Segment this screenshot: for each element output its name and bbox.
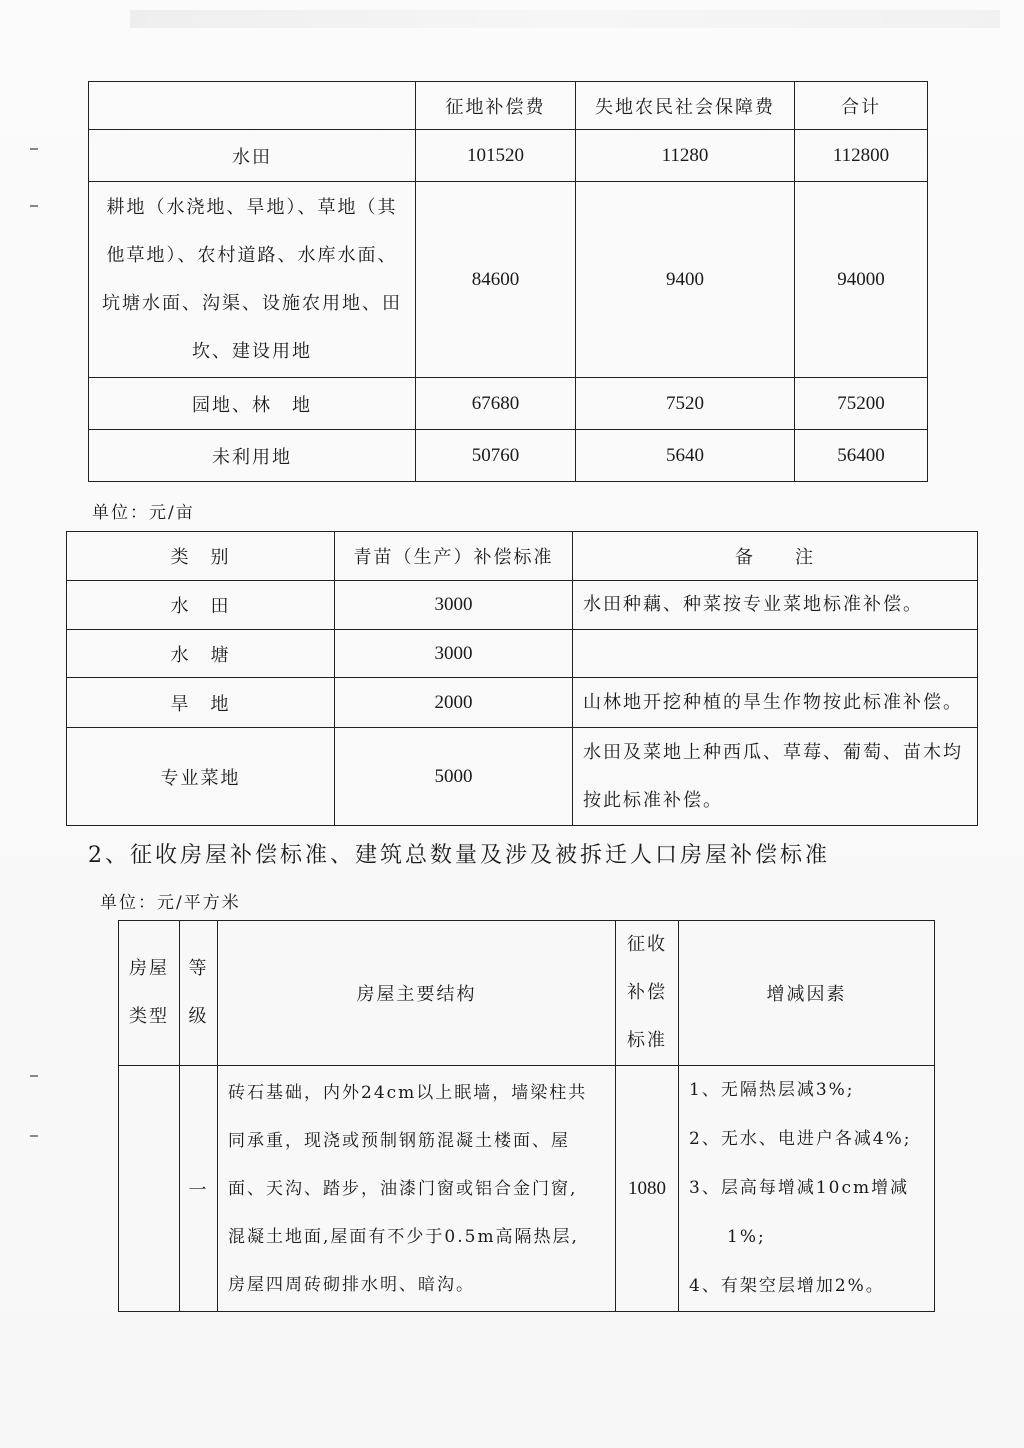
scan-mark bbox=[30, 205, 38, 207]
factor-line: 2、无水、电进户各减4%; bbox=[689, 1129, 912, 1149]
security-cell: 7520 bbox=[576, 378, 795, 430]
total-cell: 94000 bbox=[795, 182, 928, 378]
category-cell: 专业菜地 bbox=[67, 728, 335, 826]
security-cell: 9400 bbox=[576, 182, 795, 378]
standard-cell: 3000 bbox=[335, 630, 573, 678]
header-cell bbox=[180, 921, 218, 1066]
table-row bbox=[67, 581, 978, 630]
unit-note: 单位：元/平方米 bbox=[100, 893, 241, 913]
header-cell: 增减因素 bbox=[679, 921, 935, 1066]
header-line: 类型 bbox=[129, 1006, 169, 1027]
factors-cell bbox=[679, 1066, 935, 1312]
header-cell: 类 别 bbox=[67, 532, 335, 581]
header-line: 级 bbox=[188, 1006, 209, 1027]
table-header-row bbox=[89, 82, 928, 130]
fee-cell: 67680 bbox=[416, 378, 576, 430]
factor-line: 1、无隔热层减3%; bbox=[689, 1080, 855, 1100]
category-line: 他草地）、农村道路、水库水面、 bbox=[106, 244, 398, 266]
structure-line: 同承重，现浇或预制钢筋混凝土楼面、屋 bbox=[228, 1130, 570, 1151]
category-line: 耕地（水浇地、旱地）、草地（其 bbox=[106, 196, 398, 218]
table-row bbox=[67, 630, 978, 678]
header-cell bbox=[119, 921, 180, 1066]
remark-cell bbox=[573, 728, 978, 826]
header-cell: 合计 bbox=[795, 82, 928, 130]
table-row bbox=[89, 182, 928, 378]
table-row bbox=[89, 378, 928, 430]
remark-cell: 水田种藕、种菜按专业菜地标准补偿。 bbox=[573, 581, 978, 630]
header-line: 等 bbox=[188, 958, 209, 979]
security-cell: 11280 bbox=[576, 130, 795, 182]
header-cell: 青苗（生产）补偿标准 bbox=[335, 532, 573, 581]
structure-line: 房屋四周砖砌排水明、暗沟。 bbox=[228, 1274, 475, 1295]
header-line: 房屋 bbox=[129, 958, 169, 979]
standard-cell: 2000 bbox=[335, 678, 573, 728]
header-cell: 失地农民社会保障费 bbox=[576, 82, 795, 130]
scan-artifact bbox=[130, 10, 1000, 28]
factor-line: 4、有架空层增加2%。 bbox=[689, 1276, 885, 1296]
scan-mark bbox=[30, 1135, 38, 1137]
total-cell: 75200 bbox=[795, 378, 928, 430]
remark-line: 按此标准补偿。 bbox=[583, 789, 723, 811]
structure-cell bbox=[218, 1066, 616, 1312]
standard-cell: 1080 bbox=[616, 1066, 679, 1312]
category-cell: 未利用地 bbox=[89, 430, 416, 482]
category-cell: 水 田 bbox=[67, 581, 335, 630]
fee-cell: 84600 bbox=[416, 182, 576, 378]
category-cell: 水田 bbox=[89, 130, 416, 182]
header-line: 征收 bbox=[627, 934, 667, 955]
structure-line: 砖石基础，内外24cm以上眠墙，墙梁柱共 bbox=[228, 1082, 588, 1103]
category-cell: 园地、林 地 bbox=[89, 378, 416, 430]
total-cell: 56400 bbox=[795, 430, 928, 482]
header-cell: 征地补偿费 bbox=[416, 82, 576, 130]
remark-cell: 山林地开挖种植的旱生作物按此标准补偿。 bbox=[573, 678, 978, 728]
header-cell bbox=[616, 921, 679, 1066]
table-row bbox=[67, 678, 978, 728]
land-compensation-table bbox=[88, 81, 928, 482]
remark-line: 水田及菜地上种西瓜、草莓、葡萄、苗木均 bbox=[583, 741, 963, 763]
fee-cell: 50760 bbox=[416, 430, 576, 482]
table-row bbox=[119, 1066, 935, 1312]
grade-cell: 一 bbox=[180, 1066, 218, 1312]
category-cell bbox=[89, 182, 416, 378]
table-row bbox=[89, 430, 928, 482]
category-cell: 旱 地 bbox=[67, 678, 335, 728]
scan-mark bbox=[30, 148, 38, 150]
header-line: 标准 bbox=[627, 1030, 667, 1051]
house-compensation-table bbox=[118, 920, 935, 1312]
table-row bbox=[67, 728, 978, 826]
fee-cell: 101520 bbox=[416, 130, 576, 182]
scan-mark bbox=[30, 1075, 38, 1077]
category-line: 坑塘水面、沟渠、设施农用地、田 bbox=[102, 292, 402, 314]
category-line: 坎、建设用地 bbox=[192, 340, 312, 362]
security-cell: 5640 bbox=[576, 430, 795, 482]
header-cell: 备 注 bbox=[573, 532, 978, 581]
header-line: 补偿 bbox=[627, 982, 667, 1003]
category-cell: 水 塘 bbox=[67, 630, 335, 678]
remark-cell bbox=[573, 630, 978, 678]
header-cell: 房屋主要结构 bbox=[218, 921, 616, 1066]
table-row bbox=[89, 130, 928, 182]
section-heading: 2、征收房屋补偿标准、建筑总数量及涉及被拆迁人口房屋补偿标准 bbox=[88, 843, 830, 868]
type-cell bbox=[119, 1066, 180, 1312]
crop-compensation-table bbox=[66, 531, 978, 826]
table-header-row bbox=[67, 532, 978, 581]
standard-cell: 5000 bbox=[335, 728, 573, 826]
structure-line: 面、天沟、踏步，油漆门窗或铝合金门窗, bbox=[228, 1178, 578, 1199]
factor-line: 3、层高每增减10cm增减 bbox=[689, 1178, 910, 1198]
factor-line: 1%; bbox=[689, 1227, 766, 1247]
header-cell bbox=[89, 82, 416, 130]
standard-cell: 3000 bbox=[335, 581, 573, 630]
unit-note: 单位：元/亩 bbox=[92, 503, 195, 523]
total-cell: 112800 bbox=[795, 130, 928, 182]
table-header-row bbox=[119, 921, 935, 1066]
structure-line: 混凝土地面,屋面有不少于0.5m高隔热层, bbox=[228, 1226, 579, 1247]
